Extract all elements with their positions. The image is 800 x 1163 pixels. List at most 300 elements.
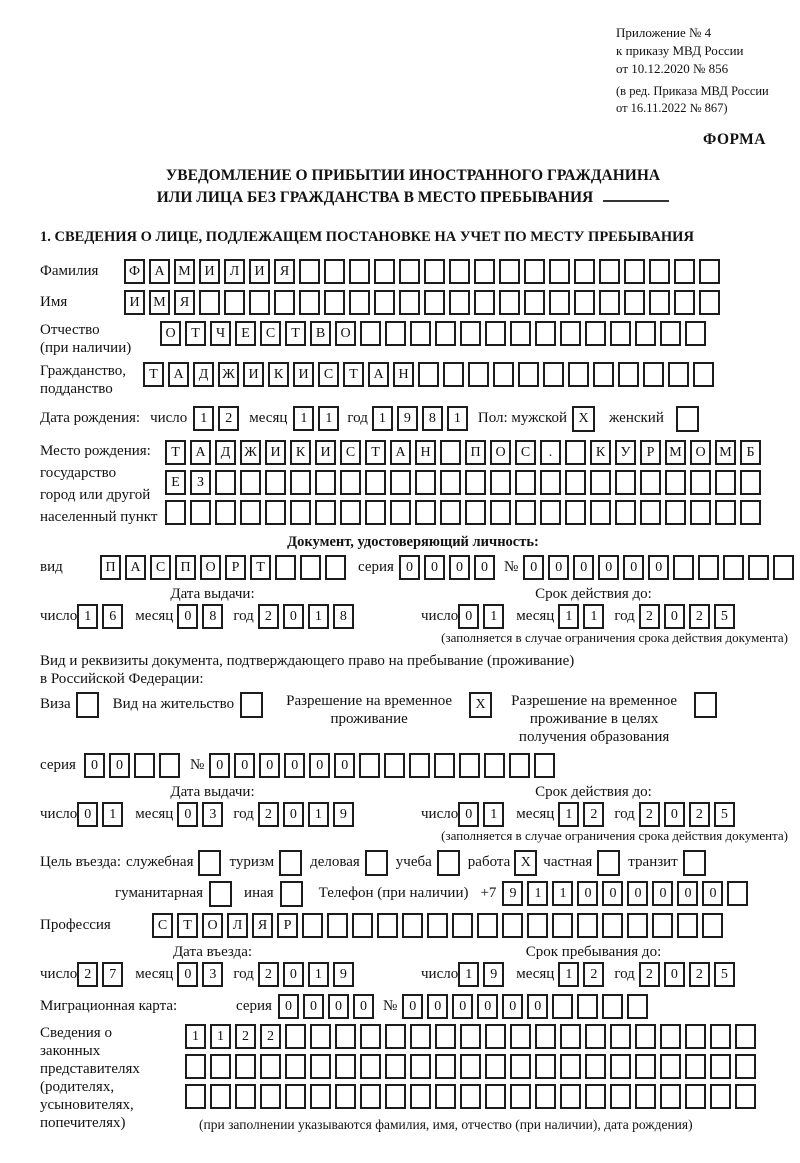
form-cell bbox=[560, 1054, 581, 1079]
form-cell bbox=[635, 1024, 656, 1049]
form-cell: 8 bbox=[333, 604, 354, 629]
migration-series-label: серия bbox=[236, 998, 272, 1014]
form-cell bbox=[515, 470, 536, 495]
migration-number-label: № bbox=[382, 998, 398, 1014]
form-cell bbox=[685, 1054, 706, 1079]
form-cell: И bbox=[249, 259, 270, 284]
form-cell: Л bbox=[224, 259, 245, 284]
form-cell bbox=[410, 321, 431, 346]
form-cell: Ф bbox=[124, 259, 145, 284]
visa-checkbox bbox=[76, 692, 99, 718]
form-cell bbox=[299, 259, 320, 284]
form-cell: П bbox=[175, 555, 196, 580]
purpose-transit-label: транзит bbox=[628, 854, 678, 870]
birth-date-label: Дата рождения: bbox=[40, 410, 141, 426]
form-cell bbox=[360, 1084, 381, 1109]
stay-until-date: число 1 9 месяц 1 2 год 2 0 2 5 bbox=[421, 962, 766, 987]
form-cell: С bbox=[515, 440, 536, 465]
form-cell: Т bbox=[143, 362, 164, 387]
form-cell: И bbox=[293, 362, 314, 387]
form-cell: Н bbox=[415, 440, 436, 465]
residence-number-label: № bbox=[189, 757, 205, 773]
residence-doc-options bbox=[40, 692, 800, 746]
purpose-other-label: иная bbox=[244, 885, 274, 901]
form-cell: 0 bbox=[474, 555, 495, 580]
purpose-study-label: учеба bbox=[395, 854, 432, 870]
form-cell bbox=[534, 753, 555, 778]
form-cell: 7 bbox=[102, 962, 123, 987]
form-cell bbox=[409, 753, 430, 778]
identity-doc-heading: Документ, удостоверяющий личность: bbox=[287, 534, 539, 550]
form-cell: 0 bbox=[548, 555, 569, 580]
entry-date-heading: Дата въезда: bbox=[172, 944, 253, 960]
stay-dates-row bbox=[40, 962, 800, 987]
form-cell bbox=[615, 500, 636, 525]
form-cell bbox=[640, 500, 661, 525]
issue-day-cells bbox=[77, 802, 127, 827]
form-cell bbox=[577, 994, 598, 1019]
form-cell bbox=[134, 753, 155, 778]
form-cell bbox=[418, 362, 439, 387]
doc-series-cells bbox=[399, 555, 499, 580]
form-cell bbox=[435, 1054, 456, 1079]
form-cell bbox=[524, 290, 545, 315]
form-cell bbox=[690, 470, 711, 495]
form-cell: 2 bbox=[235, 1024, 256, 1049]
form-cell bbox=[685, 321, 706, 346]
residence-series-label: серия bbox=[40, 757, 76, 773]
form-cell bbox=[694, 692, 717, 718]
birth-year-cells bbox=[372, 406, 472, 431]
form-title bbox=[40, 165, 786, 209]
form-cell: А bbox=[190, 440, 211, 465]
entry-purpose-row bbox=[40, 850, 800, 876]
form-cell bbox=[360, 1054, 381, 1079]
identity-issue-date: число 1 6 месяц 0 8 год 2 0 1 8 bbox=[40, 604, 385, 629]
form-cell bbox=[635, 1054, 656, 1079]
form-cell bbox=[499, 290, 520, 315]
form-cell bbox=[660, 321, 681, 346]
form-cell bbox=[260, 1084, 281, 1109]
form-cell: 9 bbox=[333, 962, 354, 987]
form-cell: 0 bbox=[664, 962, 685, 987]
form-cell bbox=[727, 881, 748, 906]
form-cell: Р bbox=[225, 555, 246, 580]
form-cell bbox=[660, 1054, 681, 1079]
given-name-label: Имя bbox=[40, 294, 68, 310]
residence-number-cells bbox=[209, 753, 559, 778]
form-cell: 0 bbox=[402, 994, 423, 1019]
form-cell: О bbox=[200, 555, 221, 580]
citizenship-cells bbox=[143, 362, 718, 387]
form-cell: 9 bbox=[333, 802, 354, 827]
purpose-tourism-checkbox bbox=[279, 850, 302, 876]
form-cell bbox=[385, 1024, 406, 1049]
issue-date-heading: Дата выдачи: bbox=[170, 784, 255, 800]
form-cell: Е bbox=[235, 321, 256, 346]
form-cell bbox=[699, 290, 720, 315]
form-cell bbox=[748, 555, 769, 580]
form-cell: X bbox=[514, 850, 537, 876]
form-cell: Я bbox=[252, 913, 273, 938]
form-cell bbox=[773, 555, 794, 580]
form-cell bbox=[668, 362, 689, 387]
identity-doc-dates-row bbox=[40, 604, 800, 629]
form-cell: Р bbox=[277, 913, 298, 938]
form-cell: Р bbox=[640, 440, 661, 465]
form-cell bbox=[460, 1084, 481, 1109]
form-cell: Я bbox=[274, 259, 295, 284]
form-cell bbox=[415, 500, 436, 525]
form-cell bbox=[585, 1024, 606, 1049]
edu-permit-checkbox bbox=[694, 692, 717, 718]
form-cell bbox=[385, 1054, 406, 1079]
form-cell: 2 bbox=[689, 962, 710, 987]
form-cell bbox=[535, 1054, 556, 1079]
form-cell bbox=[185, 1084, 206, 1109]
form-cell bbox=[577, 913, 598, 938]
form-cell bbox=[610, 1024, 631, 1049]
form-cell: 0 bbox=[502, 994, 523, 1019]
form-cell: С bbox=[152, 913, 173, 938]
appendix-line: от 10.12.2020 № 856 bbox=[616, 61, 729, 76]
form-cell: Т bbox=[250, 555, 271, 580]
form-cell: 1 bbox=[558, 962, 579, 987]
form-cell: Д bbox=[193, 362, 214, 387]
form-cell bbox=[535, 321, 556, 346]
form-cell: 1 bbox=[193, 406, 214, 431]
form-cell bbox=[735, 1024, 756, 1049]
form-cell bbox=[76, 692, 99, 718]
form-cell bbox=[424, 290, 445, 315]
form-cell bbox=[565, 500, 586, 525]
entry-day-cells bbox=[77, 962, 127, 987]
representatives-row2 bbox=[185, 1054, 760, 1079]
form-cell bbox=[560, 1024, 581, 1049]
form-cell bbox=[365, 850, 388, 876]
form-cell bbox=[385, 321, 406, 346]
residence-issue-date: число 0 1 месяц 0 3 год 2 0 1 9 bbox=[40, 802, 385, 827]
form-cell bbox=[560, 1084, 581, 1109]
form-cell bbox=[210, 1054, 231, 1079]
form-cell bbox=[527, 913, 548, 938]
form-cell: 2 bbox=[258, 962, 279, 987]
form-cell bbox=[585, 1084, 606, 1109]
form-cell: 2 bbox=[689, 604, 710, 629]
form-cell bbox=[524, 259, 545, 284]
birth-month-cells bbox=[293, 406, 343, 431]
form-cell bbox=[365, 500, 386, 525]
form-cell bbox=[735, 1084, 756, 1109]
purpose-private-checkbox bbox=[597, 850, 620, 876]
form-cell bbox=[335, 1054, 356, 1079]
form-cell bbox=[198, 850, 221, 876]
form-cell bbox=[390, 470, 411, 495]
form-cell bbox=[602, 994, 623, 1019]
form-cell bbox=[352, 913, 373, 938]
form-cell: 0 bbox=[477, 994, 498, 1019]
entry-year-cells bbox=[258, 962, 358, 987]
form-cell bbox=[324, 290, 345, 315]
form-cell bbox=[627, 994, 648, 1019]
residence-series-cells bbox=[84, 753, 184, 778]
birth-day-label: число bbox=[150, 410, 188, 426]
form-cell bbox=[437, 850, 460, 876]
form-cell: 1 bbox=[185, 1024, 206, 1049]
profession-row bbox=[40, 913, 800, 938]
form-cell bbox=[665, 470, 686, 495]
form-cell: 1 bbox=[372, 406, 393, 431]
form-cell bbox=[349, 290, 370, 315]
form-cell bbox=[674, 290, 695, 315]
entry-date: число 2 7 месяц 0 3 год 2 0 1 9 bbox=[40, 962, 385, 987]
form-cell: А bbox=[168, 362, 189, 387]
form-cell: 1 bbox=[583, 604, 604, 629]
issue-date-heading: Дата выдачи: bbox=[170, 586, 255, 602]
form-cell: 0 bbox=[458, 802, 479, 827]
form-cell bbox=[340, 500, 361, 525]
form-cell bbox=[159, 753, 180, 778]
form-cell: 1 bbox=[447, 406, 468, 431]
form-cell: 0 bbox=[284, 753, 305, 778]
migration-series-cells bbox=[278, 994, 378, 1019]
form-cell bbox=[615, 470, 636, 495]
form-cell: А bbox=[368, 362, 389, 387]
form-cell bbox=[249, 290, 270, 315]
form-cell: С bbox=[260, 321, 281, 346]
entry-month-cells bbox=[177, 962, 227, 987]
form-cell bbox=[549, 259, 570, 284]
form-cell bbox=[510, 1084, 531, 1109]
form-cell: 0 bbox=[399, 555, 420, 580]
form-cell bbox=[460, 321, 481, 346]
representatives-block bbox=[40, 1024, 800, 1133]
purpose-humanitarian-checkbox bbox=[209, 881, 232, 907]
form-cell bbox=[485, 1054, 506, 1079]
birth-place-block bbox=[40, 440, 800, 528]
form-cell bbox=[484, 753, 505, 778]
form-cell bbox=[649, 290, 670, 315]
representatives-label: Сведения о законных представителях (родителях, усыновителях, попечителях) bbox=[40, 1025, 140, 1131]
birth-date-row bbox=[40, 406, 800, 432]
form-cell bbox=[235, 1054, 256, 1079]
form-cell: 0 bbox=[283, 802, 304, 827]
valid-year-cells bbox=[639, 802, 739, 827]
form-cell: Ч bbox=[210, 321, 231, 346]
form-cell bbox=[585, 1054, 606, 1079]
residence-permit-checkbox bbox=[240, 692, 263, 718]
form-cell: 1 bbox=[293, 406, 314, 431]
form-cell bbox=[474, 290, 495, 315]
form-cell bbox=[715, 470, 736, 495]
form-cell: . bbox=[540, 440, 561, 465]
purpose-official-checkbox bbox=[198, 850, 221, 876]
form-cell: 0 bbox=[627, 881, 648, 906]
form-cell bbox=[374, 290, 395, 315]
form-cell bbox=[723, 555, 744, 580]
form-cell bbox=[340, 470, 361, 495]
form-cell bbox=[676, 406, 699, 432]
form-cell: 0 bbox=[209, 753, 230, 778]
form-cell bbox=[410, 1084, 431, 1109]
form-cell: У bbox=[615, 440, 636, 465]
form-cell: 2 bbox=[689, 802, 710, 827]
form-cell bbox=[427, 913, 448, 938]
form-cell bbox=[285, 1024, 306, 1049]
citizenship-row bbox=[40, 362, 800, 398]
form-cell: Т bbox=[365, 440, 386, 465]
form-cell: 0 bbox=[283, 604, 304, 629]
form-cell bbox=[502, 913, 523, 938]
form-cell bbox=[165, 500, 186, 525]
section1-heading: 1. СВЕДЕНИЯ О ЛИЦЕ, ПОДЛЕЖАЩЕМ ПОСТАНОВКЕ НА УЧЕТ ПО МЕСТУ ПРЕБЫВАНИЯ bbox=[40, 229, 694, 245]
doc-number-cells bbox=[523, 555, 798, 580]
purpose-private-label: частная bbox=[543, 854, 593, 870]
form-cell: К bbox=[290, 440, 311, 465]
form-cell: С bbox=[318, 362, 339, 387]
form-cell: Б bbox=[740, 440, 761, 465]
form-cell: Д bbox=[215, 440, 236, 465]
form-cell: 0 bbox=[283, 962, 304, 987]
patronymic-row bbox=[40, 321, 800, 357]
form-cell: Л bbox=[227, 913, 248, 938]
form-cell: О bbox=[160, 321, 181, 346]
form-cell bbox=[449, 290, 470, 315]
form-cell bbox=[685, 1024, 706, 1049]
form-cell bbox=[465, 470, 486, 495]
form-cell bbox=[674, 259, 695, 284]
form-cell bbox=[585, 321, 606, 346]
form-cell: 0 bbox=[328, 994, 349, 1019]
temp-permit-label: Разрешение на временное проживание bbox=[286, 693, 453, 727]
form-cell: 0 bbox=[177, 604, 198, 629]
form-cell bbox=[649, 259, 670, 284]
form-cell bbox=[710, 1024, 731, 1049]
form-cell: 2 bbox=[218, 406, 239, 431]
appendix-line: к приказу МВД России bbox=[616, 43, 744, 58]
visa-label: Виза bbox=[40, 696, 71, 712]
validity-note: (заполняется в случае ограничения срока действия документа) bbox=[441, 630, 788, 645]
residence-doc-series-row bbox=[40, 753, 800, 778]
form-cell: П bbox=[100, 555, 121, 580]
form-cell: О bbox=[202, 913, 223, 938]
form-cell bbox=[399, 290, 420, 315]
birth-place-row3 bbox=[165, 500, 765, 525]
form-cell: 0 bbox=[449, 555, 470, 580]
form-cell bbox=[240, 470, 261, 495]
valid-month-cells bbox=[558, 604, 608, 629]
purpose-transit-checkbox bbox=[683, 850, 706, 876]
form-cell: Я bbox=[174, 290, 195, 315]
validity-note: (заполняется в случае ограничения срока действия документа) bbox=[441, 828, 788, 843]
form-cell: 0 bbox=[84, 753, 105, 778]
form-cell bbox=[459, 753, 480, 778]
form-cell: О bbox=[690, 440, 711, 465]
valid-month-cells bbox=[558, 802, 608, 827]
form-cell bbox=[274, 290, 295, 315]
form-cell: 2 bbox=[258, 802, 279, 827]
form-cell bbox=[499, 259, 520, 284]
issue-year-cells bbox=[258, 802, 358, 827]
form-cell: 0 bbox=[458, 604, 479, 629]
form-cell bbox=[518, 362, 539, 387]
given-name-cells bbox=[124, 290, 724, 315]
form-cell bbox=[693, 362, 714, 387]
valid-day-cells bbox=[458, 802, 508, 827]
form-cell bbox=[460, 1054, 481, 1079]
form-cell: 0 bbox=[702, 881, 723, 906]
form-cell: 0 bbox=[652, 881, 673, 906]
edu-permit-label: Разрешение на временное проживание в целях получения образования bbox=[511, 693, 678, 745]
form-cell bbox=[510, 1054, 531, 1079]
residence-doc-date-headings bbox=[40, 783, 800, 801]
form-cell bbox=[535, 1024, 556, 1049]
entry-purpose-row2 bbox=[115, 881, 800, 907]
form-cell bbox=[280, 881, 303, 907]
form-cell: 0 bbox=[623, 555, 644, 580]
form-cell bbox=[290, 500, 311, 525]
sex-female-label: женский bbox=[609, 410, 664, 426]
form-cell: 5 bbox=[714, 962, 735, 987]
form-cell: 2 bbox=[583, 802, 604, 827]
representatives-row3 bbox=[185, 1084, 760, 1109]
form-cell bbox=[360, 321, 381, 346]
birth-place-grid bbox=[165, 440, 765, 525]
form-cell: Т bbox=[165, 440, 186, 465]
patronymic-cells bbox=[160, 321, 710, 346]
form-cell: 1 bbox=[102, 802, 123, 827]
form-cell bbox=[440, 440, 461, 465]
form-cell bbox=[435, 321, 456, 346]
form-cell: К bbox=[268, 362, 289, 387]
stay-until-heading: Срок пребывания до: bbox=[525, 944, 662, 960]
doc-number-label: № bbox=[503, 559, 519, 575]
form-cell: 6 bbox=[102, 604, 123, 629]
form-cell bbox=[410, 1054, 431, 1079]
form-cell bbox=[627, 913, 648, 938]
form-cell: 2 bbox=[258, 604, 279, 629]
identity-valid-date: число 0 1 месяц 1 1 год 2 0 2 5 bbox=[421, 604, 766, 629]
form-cell bbox=[490, 470, 511, 495]
form-cell: 1 bbox=[308, 604, 329, 629]
form-cell bbox=[740, 470, 761, 495]
form-cell: 1 bbox=[552, 881, 573, 906]
form-cell bbox=[710, 1084, 731, 1109]
form-cell bbox=[185, 1054, 206, 1079]
form-cell bbox=[449, 259, 470, 284]
form-cell bbox=[240, 500, 261, 525]
form-cell: А bbox=[149, 259, 170, 284]
form-cell: И bbox=[265, 440, 286, 465]
form-cell bbox=[443, 362, 464, 387]
form-cell bbox=[618, 362, 639, 387]
form-cell: 0 bbox=[577, 881, 598, 906]
form-cell bbox=[485, 1024, 506, 1049]
phone-cells bbox=[502, 881, 752, 906]
issue-year-cells bbox=[258, 604, 358, 629]
form-cell: 5 bbox=[714, 604, 735, 629]
representatives-row1 bbox=[185, 1024, 760, 1049]
purpose-business-label: деловая bbox=[310, 854, 360, 870]
form-cell: М bbox=[665, 440, 686, 465]
form-cell bbox=[552, 994, 573, 1019]
form-cell bbox=[540, 500, 561, 525]
profession-cells bbox=[152, 913, 727, 938]
form-cell: Т bbox=[285, 321, 306, 346]
form-cell bbox=[624, 259, 645, 284]
phone-label: Телефон (при наличии) bbox=[318, 885, 469, 901]
form-cell bbox=[374, 259, 395, 284]
